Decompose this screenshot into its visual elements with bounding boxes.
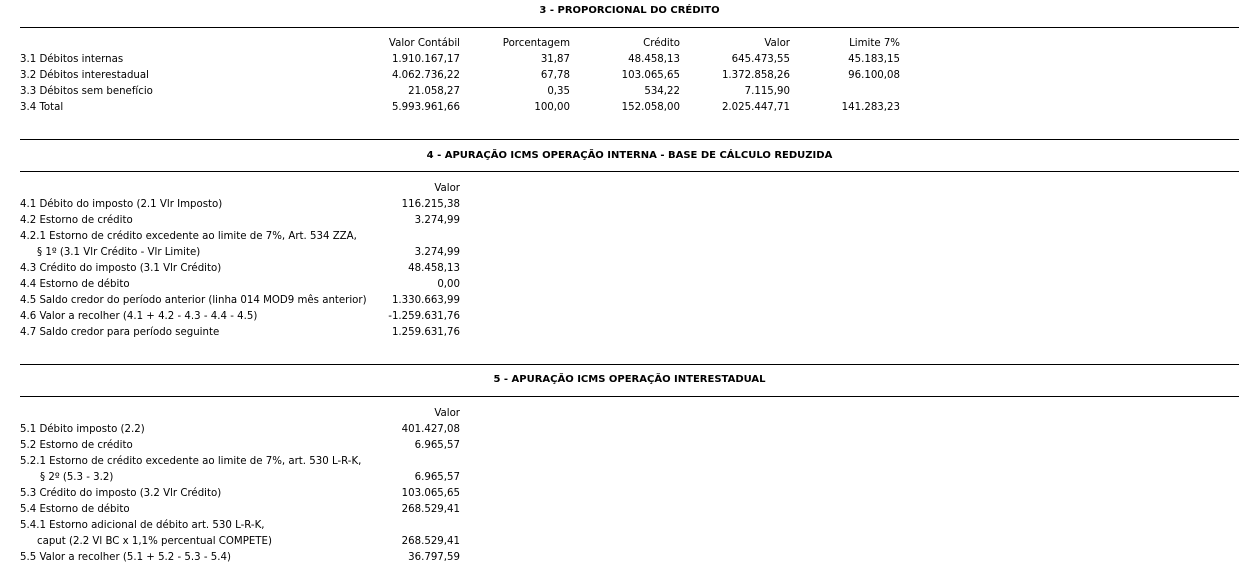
cell-porcentagem: 67,78	[540, 70, 570, 81]
cell-valor: 2.025.447,71	[721, 102, 790, 113]
row-label-continuation: caput (2.2 Vl BC x 1,1% percentual COMPETE)	[37, 536, 272, 547]
row-label: 3.2 Débitos interestadual	[20, 70, 149, 81]
cell-credito: 103.065,65	[621, 70, 680, 81]
row-label: 4.4 Estorno de débito	[20, 279, 130, 290]
row-label-continuation: § 2º (5.3 - 3.2)	[40, 472, 114, 483]
row-value: 3.274,99	[414, 215, 460, 226]
cell-credito: 534,22	[644, 86, 680, 97]
header-valor: Valor	[764, 38, 790, 49]
cell-valor: 645.473,55	[731, 54, 790, 65]
row-label: 4.7 Saldo credor para período seguinte	[20, 327, 220, 338]
row-value: 6.965,57	[414, 472, 460, 483]
cell-credito: 48.458,13	[628, 54, 680, 65]
section5-title: 5 - APURAÇÃO ICMS OPERAÇÃO INTERESTADUAL	[493, 374, 766, 385]
cell-valor-contabil: 5.993.961,66	[391, 102, 460, 113]
row-label: 3.4 Total	[20, 102, 64, 113]
section3-divider	[20, 27, 1239, 28]
cell-limite: 141.283,23	[841, 102, 900, 113]
section4-title: 4 - APURAÇÃO ICMS OPERAÇÃO INTERNA - BASE DE CÁLCULO REDUZIDA	[426, 150, 833, 161]
row-label-continuation: § 1º (3.1 Vlr Crédito - Vlr Limite)	[37, 247, 201, 258]
row-label: 5.4 Estorno de débito	[20, 504, 130, 515]
row-value: 1.330.663,99	[391, 295, 460, 306]
section4-top-divider	[20, 139, 1239, 140]
row-label: 4.1 Débito do imposto (2.1 Vlr Imposto)	[20, 199, 223, 210]
row-label: 4.2.1 Estorno de crédito excedente ao limite de 7%, Art. 534 ZZA,	[20, 231, 357, 242]
row-value: 48.458,13	[408, 263, 460, 274]
row-value: 268.529,41	[401, 504, 460, 515]
row-value: 3.274,99	[414, 247, 460, 258]
cell-porcentagem: 0,35	[547, 86, 570, 97]
cell-valor: 1.372.858,26	[721, 70, 790, 81]
section4-value-header: Valor	[434, 183, 460, 194]
row-value: 0,00	[437, 279, 460, 290]
cell-valor-contabil: 4.062.736,22	[391, 70, 460, 81]
row-value: 36.797,59	[408, 552, 460, 563]
cell-limite: 45.183,15	[848, 54, 900, 65]
header-valor-contabil: Valor Contábil	[388, 38, 460, 49]
header-credito: Crédito	[643, 38, 680, 49]
section5-top-divider	[20, 364, 1239, 365]
section4-divider	[20, 171, 1239, 172]
row-value: 116.215,38	[401, 199, 460, 210]
cell-limite: 96.100,08	[848, 70, 900, 81]
row-value: 268.529,41	[401, 536, 460, 547]
cell-valor-contabil: 1.910.167,17	[391, 54, 460, 65]
header-porcentagem: Porcentagem	[502, 38, 570, 49]
header-limite: Limite 7%	[849, 38, 900, 49]
cell-valor: 7.115,90	[744, 86, 790, 97]
cell-porcentagem: 31,87	[540, 54, 570, 65]
row-label: 5.1 Débito imposto (2.2)	[20, 424, 145, 435]
row-value: 401.427,08	[401, 424, 460, 435]
section5-divider	[20, 396, 1239, 397]
section3-title: 3 - PROPORCIONAL DO CRÉDITO	[539, 5, 720, 16]
row-value: 6.965,57	[414, 440, 460, 451]
cell-credito: 152.058,00	[621, 102, 680, 113]
row-value: 1.259.631,76	[391, 327, 460, 338]
row-label: 3.3 Débitos sem benefício	[20, 86, 153, 97]
row-label: 4.3 Crédito do imposto (3.1 Vlr Crédito)	[20, 263, 222, 274]
row-label: 4.5 Saldo credor do período anterior (linha 014 MOD9 mês anterior)	[20, 295, 367, 306]
row-label: 5.2 Estorno de crédito	[20, 440, 133, 451]
row-value: 103.065,65	[401, 488, 460, 499]
row-label: 5.5 Valor a recolher (5.1 + 5.2 - 5.3 - 5.4)	[20, 552, 231, 563]
cell-porcentagem: 100,00	[534, 102, 570, 113]
row-value: -1.259.631,76	[388, 311, 460, 322]
section5-value-header: Valor	[434, 408, 460, 419]
cell-valor-contabil: 21.058,27	[408, 86, 460, 97]
row-label: 4.2 Estorno de crédito	[20, 215, 133, 226]
row-label: 3.1 Débitos internas	[20, 54, 124, 65]
row-label: 4.6 Valor a recolher (4.1 + 4.2 - 4.3 - 4.4 - 4.5)	[20, 311, 258, 322]
row-label: 5.4.1 Estorno adicional de débito art. 530 L-R-K,	[20, 520, 265, 531]
row-label: 5.3 Crédito do imposto (3.2 Vlr Crédito)	[20, 488, 222, 499]
row-label: 5.2.1 Estorno de crédito excedente ao limite de 7%, art. 530 L-R-K,	[20, 456, 362, 467]
